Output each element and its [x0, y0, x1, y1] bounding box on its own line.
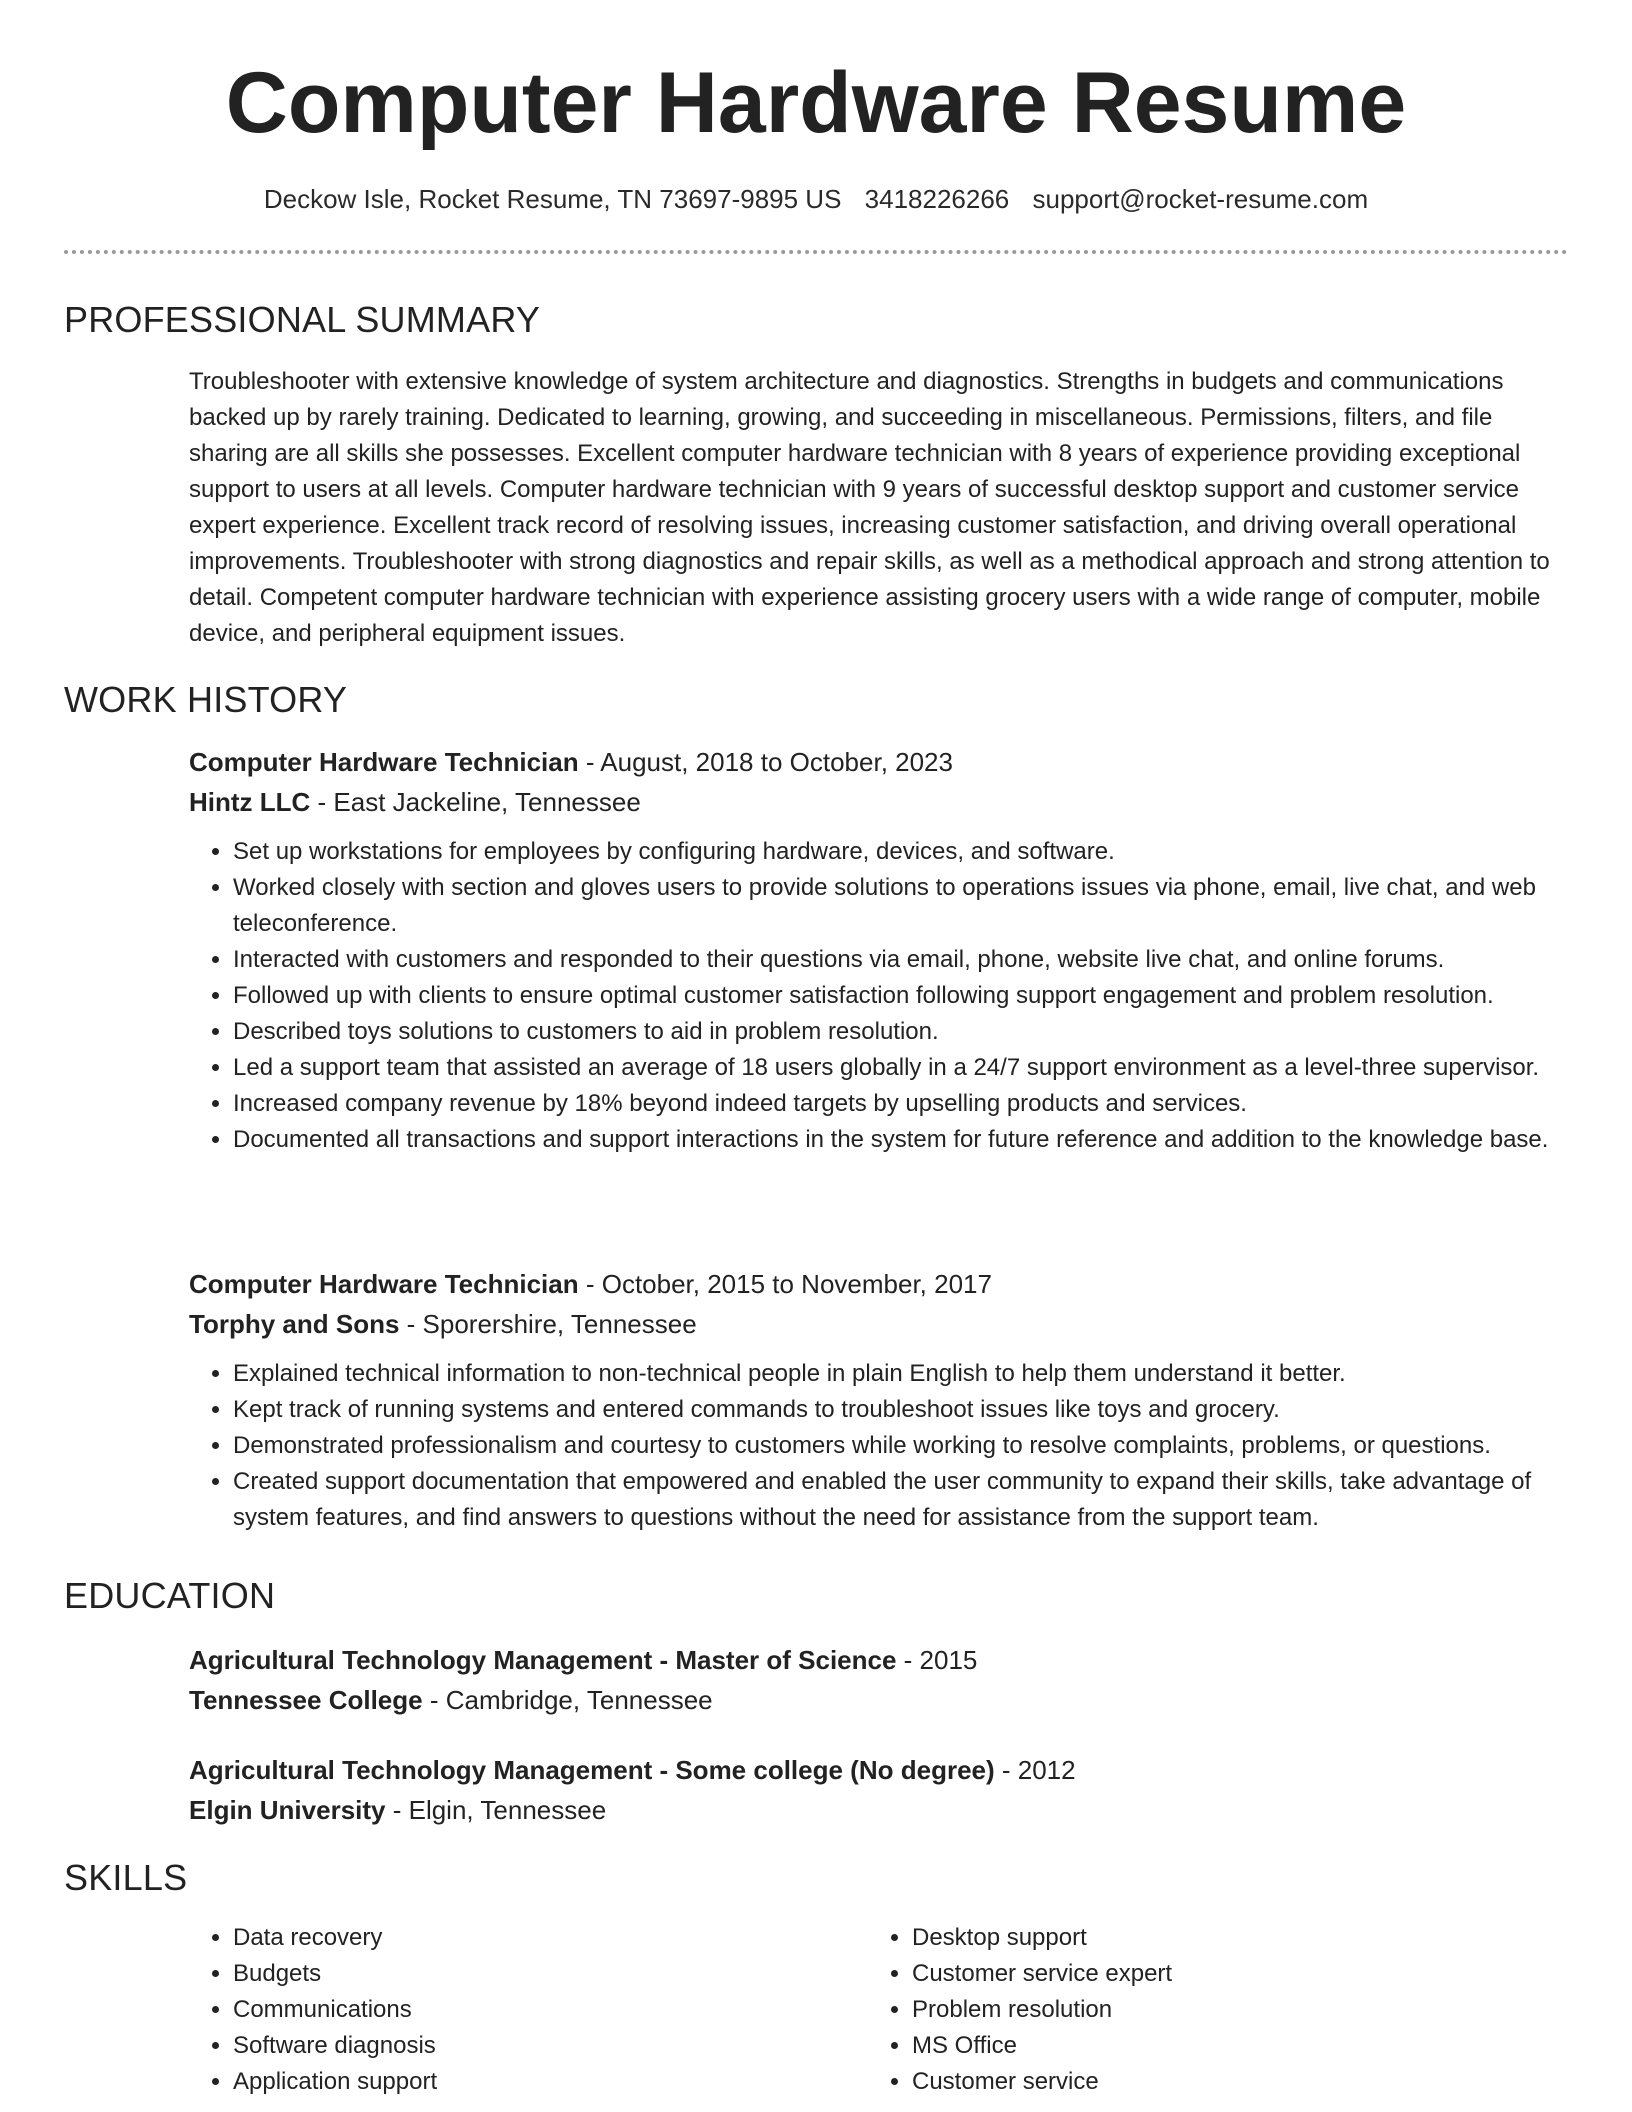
- degree-year: - 2015: [896, 1645, 978, 1675]
- list-item: • Kept track of running systems and entered commands to troubleshoot issues like toys and grocery.: [233, 1392, 1569, 1428]
- address: Deckow Isle, Rocket Resume, TN 73697-9895 US: [263, 184, 842, 214]
- job-location: - East Jackeline, Tennessee: [310, 787, 641, 817]
- school-line: [189, 1680, 1569, 1720]
- education-heading: EDUCATION: [64, 1575, 276, 1616]
- contact-line: [0, 182, 1632, 216]
- list-item: • Communications: [233, 1992, 829, 2028]
- header-divider: [64, 250, 1568, 254]
- school-line: [189, 1790, 1569, 1830]
- list-item: • Demonstrated professionalism and courtesy to customers while working to resolve complaints, problems, or questions.: [233, 1428, 1569, 1464]
- list-item: • Interacted with customers and responded to their questions via email, phone, website live chat, and online forums.: [233, 942, 1569, 978]
- job-role: Computer Hardware Technician: [189, 1269, 579, 1299]
- degree: Agricultural Technology Management - Some college (No degree): [189, 1755, 995, 1785]
- skills-column-left: [189, 1920, 829, 2100]
- job-company-line: [189, 782, 1569, 822]
- school-location: - Elgin, Tennessee: [385, 1795, 607, 1825]
- list-item: • Application support: [233, 2064, 829, 2100]
- job-dates: - August, 2018 to October, 2023: [578, 747, 953, 777]
- list-item: • Customer service: [912, 2064, 1508, 2100]
- skills-list: [868, 1920, 1508, 2100]
- list-item: • Created support documentation that empowered and enabled the user community to expand their skills, take advantage of system features, and find answers to questions without the need for assistance from the support team.: [233, 1464, 1569, 1536]
- education-entry: [189, 1640, 1569, 1720]
- job-bullets: [189, 834, 1569, 1158]
- education-entry: [189, 1750, 1569, 1830]
- job-company: Torphy and Sons: [189, 1309, 400, 1339]
- list-item: • Desktop support: [912, 1920, 1508, 1956]
- list-item: • Data recovery: [233, 1920, 829, 1956]
- list-item: • Problem resolution: [912, 1992, 1508, 2028]
- list-item: • Worked closely with section and gloves users to provide solutions to operations issues via phone, email, live chat, and web teleconference.: [233, 870, 1569, 942]
- skills-heading: SKILLS: [64, 1857, 188, 1898]
- list-item: • Customer service expert: [912, 1956, 1508, 1992]
- degree: Agricultural Technology Management - Master of Science: [189, 1645, 897, 1675]
- skills-column-right: [868, 1920, 1508, 2100]
- work-history-heading: WORK HISTORY: [64, 679, 348, 720]
- job-company: Hintz LLC: [189, 787, 311, 817]
- page-title: Computer Hardware Resume: [225, 55, 1407, 151]
- list-item: • Led a support team that assisted an average of 18 users globally in a 24/7 support environment as a level-three supervisor.: [233, 1050, 1569, 1086]
- job-entry: [189, 742, 1569, 1158]
- job-title-line: [189, 742, 1569, 782]
- school: Tennessee College: [189, 1685, 423, 1715]
- list-item: • Explained technical information to non-technical people in plain English to help them understand it better.: [233, 1356, 1569, 1392]
- list-item: • Documented all transactions and support interactions in the system for future reference and addition to the knowledge base.: [233, 1122, 1569, 1158]
- list-item: • MS Office: [912, 2028, 1508, 2064]
- job-entry: [189, 1264, 1569, 1536]
- list-item: • Followed up with clients to ensure optimal customer satisfaction following support engagement and problem resolution.: [233, 978, 1569, 1014]
- summary-heading: PROFESSIONAL SUMMARY: [64, 299, 541, 340]
- skills-list: [189, 1920, 829, 2100]
- summary-text: Troubleshooter with extensive knowledge of system architecture and diagnostics. Strengths in budgets and communications backed up by rarely training. Dedicated to learning, growing, and succeeding in miscellaneous. Permissions, filters, and file sharing are all skills she possesses. Excellent computer hardware technician with 8 years of experience providing exceptional support to users at all levels. Computer hardware technician with 9 years of successful desktop support and customer service expert experience. Excellent track record of resolving issues, increasing customer satisfaction, and driving overall operational improvements. Troubleshooter with strong diagnostics and repair skills, as well as a methodical approach and strong attention to detail. Competent computer hardware technician with experience assisting grocery users with a wide range of computer, mobile device, and peripheral equipment issues.: [189, 368, 1550, 647]
- job-role: Computer Hardware Technician: [189, 747, 579, 777]
- phone: 3418226266: [864, 184, 1010, 214]
- email: support@rocket-resume.com: [1032, 184, 1369, 214]
- school-location: - Cambridge, Tennessee: [422, 1685, 713, 1715]
- job-bullets: [189, 1356, 1569, 1536]
- degree-year: - 2012: [994, 1755, 1076, 1785]
- list-item: • Software diagnosis: [233, 2028, 829, 2064]
- job-dates: - October, 2015 to November, 2017: [578, 1269, 992, 1299]
- school: Elgin University: [189, 1795, 386, 1825]
- job-title-line: [189, 1264, 1569, 1304]
- job-location: - Sporershire, Tennessee: [399, 1309, 697, 1339]
- list-item: • Set up workstations for employees by configuring hardware, devices, and software.: [233, 834, 1569, 870]
- degree-line: [189, 1750, 1569, 1790]
- job-company-line: [189, 1304, 1569, 1344]
- degree-line: [189, 1640, 1569, 1680]
- list-item: • Described toys solutions to customers to aid in problem resolution.: [233, 1014, 1569, 1050]
- list-item: • Increased company revenue by 18% beyond indeed targets by upselling products and services.: [233, 1086, 1569, 1122]
- list-item: • Budgets: [233, 1956, 829, 1992]
